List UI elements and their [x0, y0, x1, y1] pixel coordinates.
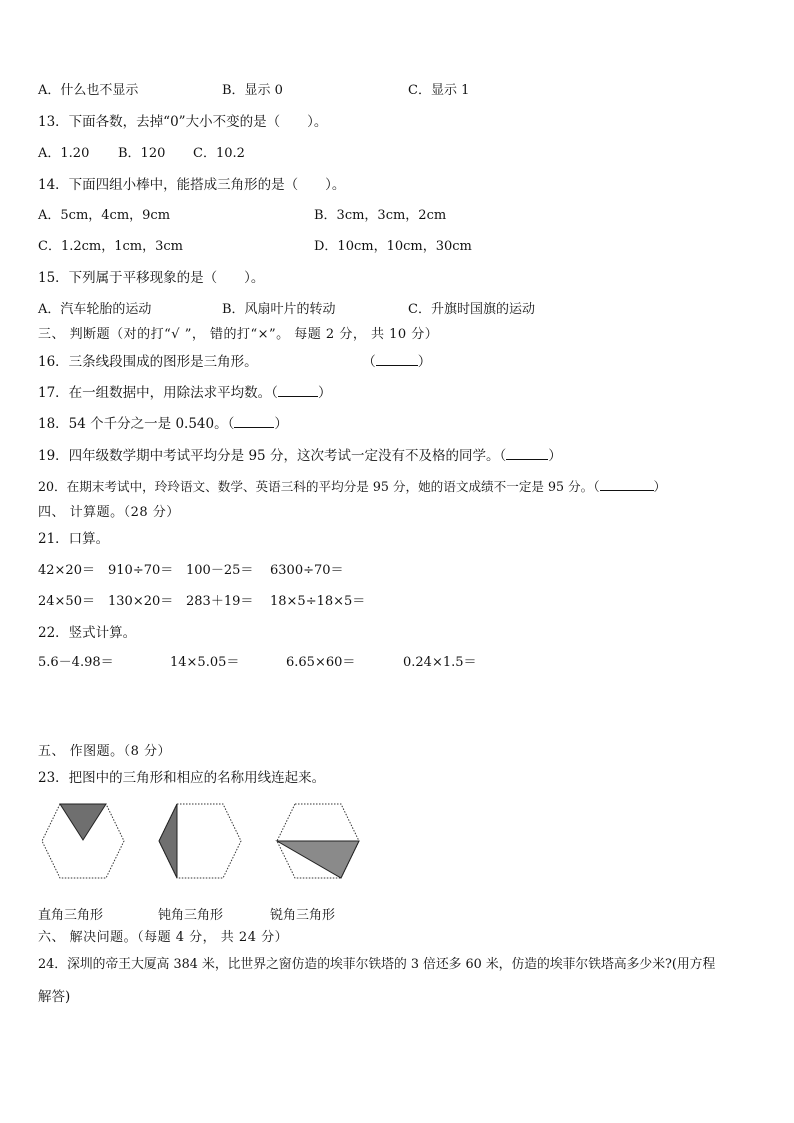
q20-answer-blank[interactable]: [600, 490, 654, 491]
q22-item: 14×5.05＝: [170, 655, 240, 670]
q15-option-c: C．升旗时国旗的运动: [408, 302, 535, 317]
q21-item: 283＋19＝: [186, 594, 254, 609]
section-4-heading: 四、 计算题。（28 分）: [38, 505, 180, 520]
label-obtuse-triangle: 钝角三角形: [158, 908, 224, 923]
q13-text: 13．下面各数，去掉“0”大小不变的是（ ）。: [38, 114, 328, 130]
q12-option-c: C．显示 1: [408, 83, 470, 98]
q15-text: 15．下列属于平移现象的是（ ）。: [38, 270, 265, 286]
q13-option-b: B．120: [118, 146, 166, 161]
section-3-heading: 三、 判断题（对的打“√ ”， 错的打“×”。 每题 2 分， 共 10 分）: [38, 327, 439, 342]
q14-option-a: A．5cm，4cm，9cm: [38, 208, 171, 223]
q23-text: 23．把图中的三角形和相应的名称用线连起来。: [38, 770, 326, 786]
q18-text: [38, 415, 288, 433]
hexagon-right-triangle-figure: [38, 800, 128, 882]
section-5-heading: 五、 作图题。（8 分）: [38, 744, 172, 759]
hexagon-acute-triangle-figure: [273, 800, 363, 882]
q16-paren-close: ）: [417, 354, 432, 370]
q16-paren-open: （: [362, 354, 376, 370]
label-right-triangle: 直角三角形: [38, 908, 104, 923]
q19-answer-blank[interactable]: [506, 459, 548, 460]
q12-option-b: B．显示 0: [222, 83, 283, 98]
q21-item: 130×20＝: [108, 594, 174, 609]
obtuse-triangle-shape: [159, 804, 177, 878]
q13-option-a: A．1.20: [38, 146, 90, 161]
q20-paren-close: ）: [653, 479, 667, 494]
q14-text: 14．下面四组小棒中，能搭成三角形的是（ ）。: [38, 177, 346, 193]
q14-option-d: D．10cm，10cm，30cm: [314, 239, 472, 254]
section-6-heading: 六、 解决问题。（每题 4 分， 共 24 分）: [38, 930, 289, 945]
hexagon-obtuse-triangle-figure: [155, 800, 245, 882]
q19-paren-close: ）: [548, 448, 562, 464]
q16-statement: 16．三条线段围成的图形是三角形。: [38, 354, 258, 370]
acute-triangle-shape: [277, 841, 359, 878]
q18-paren-close: ）: [274, 416, 288, 432]
q14-option-b: B．3cm，3cm，2cm: [314, 208, 447, 223]
q18-statement: 18．54 个千分之一是 0.540。（: [38, 416, 235, 432]
right-triangle-shape: [60, 804, 106, 840]
q13-option-c: C．10.2: [193, 146, 245, 161]
q22-item: 0.24×1.5＝: [403, 655, 477, 670]
q16-text: [38, 353, 431, 371]
q12-option-a: A．什么也不显示: [38, 83, 139, 98]
q21-item: 6300÷70＝: [270, 563, 344, 578]
q21-item: 910÷70＝: [108, 563, 174, 578]
q18-answer-blank[interactable]: [234, 427, 274, 428]
q19-text: [38, 447, 562, 465]
q14-option-c: C．1.2cm，1cm，3cm: [38, 239, 183, 254]
q17-paren-close: ）: [317, 385, 332, 401]
q15-option-a: A．汽车轮胎的运动: [38, 302, 152, 317]
q21-item: 42×20＝: [38, 563, 95, 578]
q20-text: [38, 478, 666, 496]
q19-statement: 19．四年级数学期中考试平均分是 95 分，这次考试一定没有不及格的同学。（: [38, 448, 507, 464]
q20-statement: 20．在期末考试中，玲玲语文、数学、英语三科的平均分是 95 分，她的语文成绩不一定是 95 分。（: [38, 479, 600, 494]
q17-text: [38, 384, 331, 402]
q17-answer-blank[interactable]: [278, 396, 318, 397]
q22-text: 22．竖式计算。: [38, 625, 137, 641]
label-acute-triangle: 锐角三角形: [270, 908, 336, 923]
q24-text-line1: 24．深圳的帝王大厦高 384 米，比世界之窗仿造的埃菲尔铁塔的 3 倍还多 60 米，仿造的埃菲尔铁塔高多少米?(用方程: [38, 957, 716, 972]
q21-item: 24×50＝: [38, 594, 95, 609]
q17-statement: 17．在一组数据中，用除法求平均数。（: [38, 385, 278, 401]
q24-text-line2: 解答): [38, 989, 71, 1005]
q21-item: 100－25＝: [186, 563, 254, 578]
q21-item: 18×5÷18×5＝: [270, 594, 366, 609]
q21-text: 21．口算。: [38, 531, 110, 547]
q15-option-b: B．风扇叶片的转动: [222, 302, 336, 317]
q22-item: 6.65×60＝: [286, 655, 356, 670]
q16-answer-blank[interactable]: [376, 365, 418, 366]
q22-item: 5.6－4.98＝: [38, 655, 114, 670]
